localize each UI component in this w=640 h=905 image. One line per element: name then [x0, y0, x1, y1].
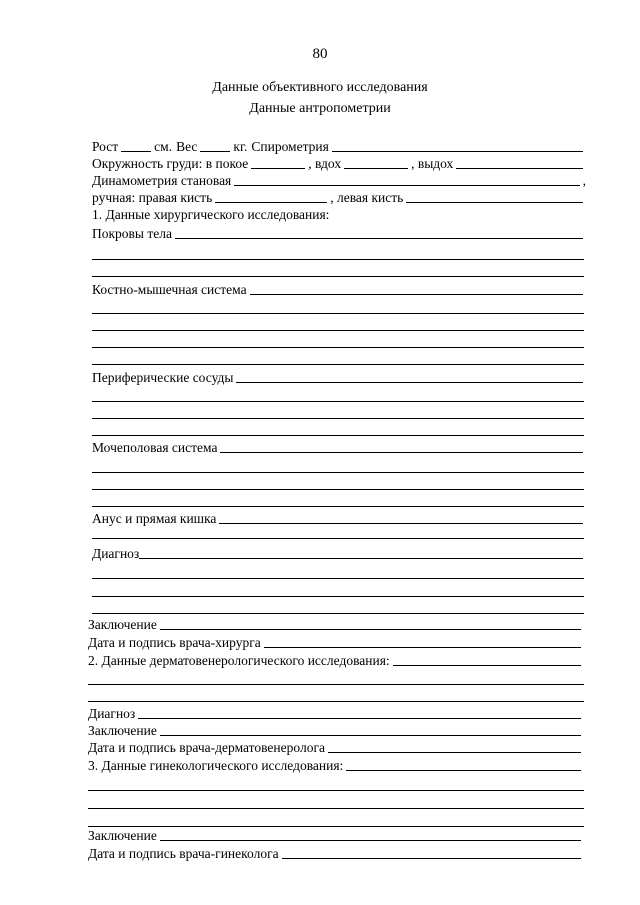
urogenital-label: Мочеполовая система	[92, 440, 218, 455]
row-surgical-signature	[88, 635, 584, 651]
urogenital-field[interactable]	[220, 452, 583, 453]
row-surgical-diagnosis	[92, 546, 586, 562]
spirometry-field[interactable]	[332, 151, 583, 152]
surgical-signature-label: Дата и подпись врача-хирурга	[88, 635, 261, 650]
surgical-signature-field[interactable]	[264, 647, 581, 648]
anus-rectum-line[interactable]	[92, 538, 584, 539]
musculoskeletal-line[interactable]	[92, 330, 584, 331]
gyn-conclusion-field[interactable]	[160, 840, 581, 841]
integument-line[interactable]	[92, 259, 584, 260]
row-derm-signature	[88, 740, 584, 756]
row-height-weight	[92, 139, 586, 155]
derm-diagnosis-label: Диагноз	[88, 706, 136, 721]
dynamometry-comma: ,	[582, 173, 586, 188]
chest-exhale-field[interactable]	[456, 168, 583, 169]
row-peripheral-vessels	[92, 370, 586, 386]
row-derm-diagnosis	[88, 706, 584, 722]
gyn-heading-text: 3. Данные гинекологического исследования:	[88, 758, 344, 773]
integument-label: Покровы тела	[92, 226, 172, 241]
weight-field[interactable]	[200, 151, 230, 152]
surgical-diagnosis-label: Диагноз	[92, 546, 140, 561]
gyn-conclusion-label: Заключение	[88, 828, 157, 843]
chest-rest-field[interactable]	[251, 168, 305, 169]
row-chest	[92, 156, 586, 172]
musculoskeletal-field[interactable]	[250, 294, 583, 295]
row-derm-conclusion	[88, 723, 584, 739]
row-anus-rectum	[92, 511, 586, 527]
derm-signature-label: Дата и подпись врача-дерматовенеролога	[88, 740, 325, 755]
musculoskeletal-line[interactable]	[92, 347, 584, 348]
right-hand-field[interactable]	[215, 202, 327, 203]
surgical-diagnosis-line[interactable]	[92, 578, 584, 579]
surgical-diagnosis-line[interactable]	[92, 596, 584, 597]
dynamometry-label: Динамометрия становая	[92, 173, 232, 188]
title-objective-exam: Данные объективного исследования	[212, 80, 428, 95]
kg-label: кг.	[233, 139, 248, 154]
anus-rectum-label: Анус и прямая кишка	[92, 511, 217, 526]
derm-signature-field[interactable]	[328, 752, 581, 753]
surgical-heading	[92, 207, 586, 223]
surgical-diagnosis-field[interactable]	[139, 558, 583, 559]
derm-heading-field[interactable]	[393, 665, 581, 666]
row-gyn-signature	[88, 846, 584, 862]
derm-conclusion-field[interactable]	[160, 735, 581, 736]
surgical-diagnosis-line[interactable]	[92, 613, 584, 614]
dynamometry-field[interactable]	[234, 185, 579, 186]
integument-line[interactable]	[92, 276, 584, 277]
exhale-label: , выдох	[411, 156, 454, 171]
surgical-conclusion-field[interactable]	[160, 629, 581, 630]
derm-line[interactable]	[88, 684, 584, 685]
anus-rectum-field[interactable]	[219, 523, 583, 524]
height-label: Рост	[92, 139, 119, 154]
musculoskeletal-label: Костно-мышечная система	[92, 282, 247, 297]
cm-label: см.	[154, 139, 173, 154]
page-number: 80	[312, 46, 328, 62]
urogenital-line[interactable]	[92, 472, 584, 473]
urogenital-line[interactable]	[92, 489, 584, 490]
spirometry-label: Спирометрия	[251, 139, 329, 154]
surgical-conclusion-label: Заключение	[88, 617, 157, 632]
weight-label: Вес	[176, 139, 198, 154]
inhale-label: , вдох	[308, 156, 342, 171]
integument-field[interactable]	[175, 238, 583, 239]
row-gyn-conclusion	[88, 828, 584, 844]
gyn-heading-field[interactable]	[346, 770, 581, 771]
gyn-signature-field[interactable]	[282, 858, 581, 859]
peripheral-vessels-label: Периферические сосуды	[92, 370, 234, 385]
manual-right-label: ручная: правая кисть	[92, 190, 213, 205]
row-manual	[92, 190, 586, 206]
left-hand-label: , левая кисть	[330, 190, 404, 205]
derm-heading-text: 2. Данные дерматовенерологического исследования:	[88, 653, 390, 668]
row-surgical-conclusion	[88, 617, 584, 633]
gyn-line[interactable]	[88, 790, 584, 791]
peripheral-vessels-field[interactable]	[236, 382, 583, 383]
title-anthropometry: Данные антропометрии	[249, 101, 391, 116]
height-field[interactable]	[121, 151, 151, 152]
surgical-heading-text: 1. Данные хирургического исследования:	[92, 207, 330, 222]
urogenital-line[interactable]	[92, 506, 584, 507]
row-derm-heading	[88, 653, 584, 669]
derm-conclusion-label: Заключение	[88, 723, 157, 738]
left-hand-field[interactable]	[406, 202, 583, 203]
row-dynamometry	[92, 173, 586, 189]
chest-label: Окружность груди: в покое	[92, 156, 249, 171]
peripheral-vessels-line[interactable]	[92, 418, 584, 419]
gyn-line[interactable]	[88, 808, 584, 809]
gyn-signature-label: Дата и подпись врача-гинеколога	[88, 846, 279, 861]
musculoskeletal-line[interactable]	[92, 313, 584, 314]
derm-line[interactable]	[88, 701, 584, 702]
peripheral-vessels-line[interactable]	[92, 435, 584, 436]
chest-inhale-field[interactable]	[344, 168, 408, 169]
gyn-line[interactable]	[88, 826, 584, 827]
row-integument	[92, 226, 586, 242]
row-gyn-heading	[88, 758, 584, 774]
derm-diagnosis-field[interactable]	[138, 718, 581, 719]
musculoskeletal-line[interactable]	[92, 364, 584, 365]
peripheral-vessels-line[interactable]	[92, 401, 584, 402]
row-musculoskeletal	[92, 282, 586, 298]
row-urogenital	[92, 440, 586, 456]
